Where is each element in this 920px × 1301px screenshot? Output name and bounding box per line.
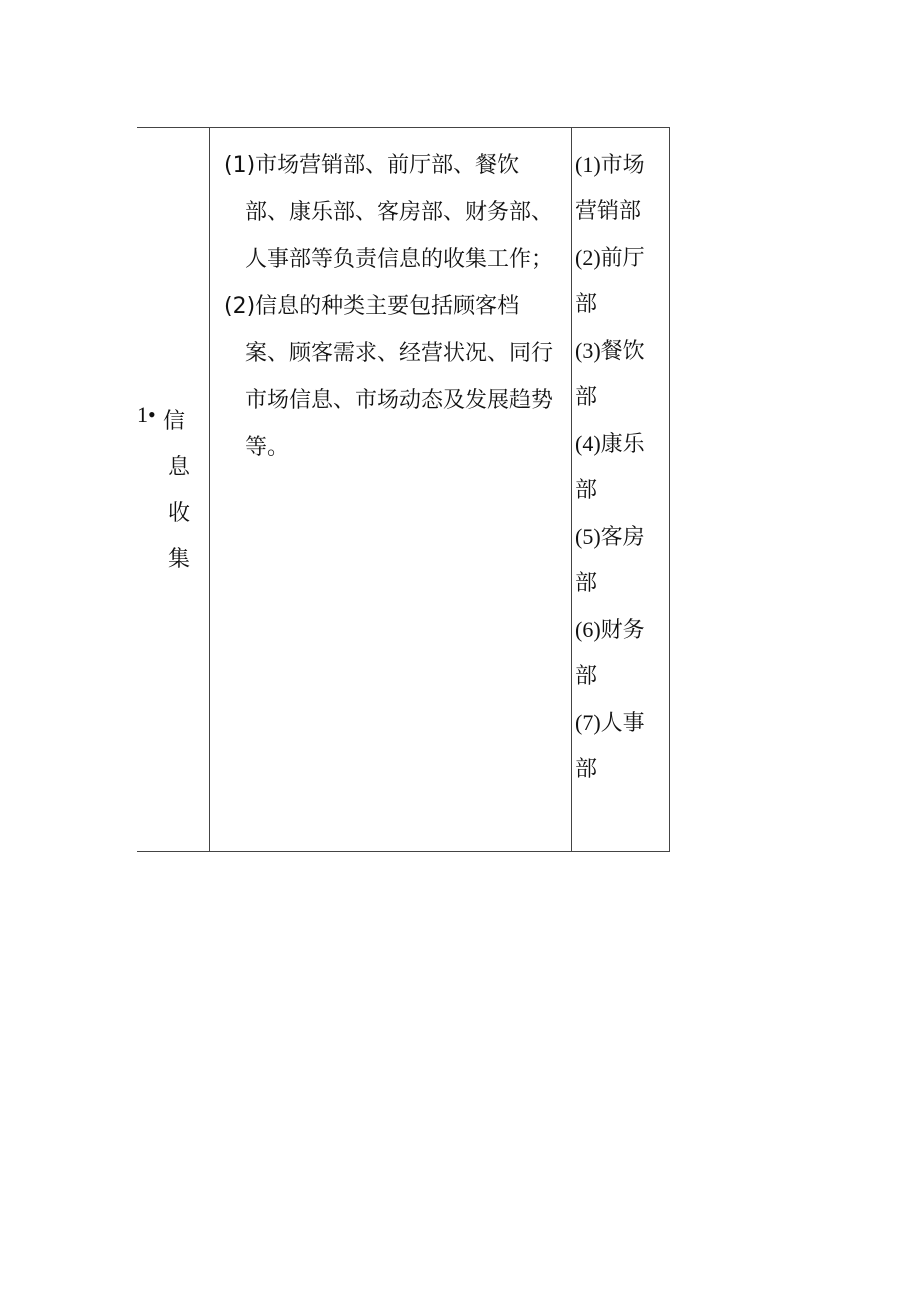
category-char: 集 — [168, 547, 191, 572]
department-item — [575, 607, 665, 700]
category-char: 信 — [163, 409, 186, 434]
department-item — [575, 421, 665, 514]
content-item: (1)市场营销部、前厅部、餐饮部、康乐部、客房部、财务部、人事部等负责信息的收集工作； — [224, 153, 554, 272]
department-name: 客房部 — [575, 525, 645, 596]
department-item — [575, 142, 665, 235]
department-name: 财务部 — [575, 618, 645, 689]
category-title — [163, 399, 193, 583]
department-name: 人事部 — [575, 711, 645, 782]
department-name: 市场营销部 — [575, 153, 645, 224]
category-cell — [137, 128, 209, 851]
department-number: (1) — [575, 152, 601, 177]
category-number: 1• — [137, 402, 156, 427]
department-number: (2) — [575, 245, 601, 270]
column-divider — [209, 128, 210, 851]
department-name: 前厅部 — [575, 246, 645, 317]
content-cell — [224, 142, 559, 471]
category-char: 收 — [168, 501, 191, 526]
content-item: (2)信息的种类主要包括顾客档案、顾客需求、经营状况、同行市场信息、市场动态及发展趋势等。 — [224, 294, 554, 460]
department-number: (7) — [575, 710, 601, 735]
department-item — [575, 700, 665, 793]
department-name: 康乐部 — [575, 432, 645, 503]
column-divider — [571, 128, 572, 851]
table-right-border — [669, 128, 670, 851]
department-item — [575, 235, 665, 328]
department-number: (5) — [575, 524, 601, 549]
department-item — [575, 328, 665, 421]
department-cell — [575, 142, 665, 793]
category-char: 息 — [168, 455, 191, 480]
department-number: (3) — [575, 338, 601, 363]
department-name: 餐饮部 — [575, 339, 645, 410]
info-table — [137, 127, 670, 852]
department-item — [575, 514, 665, 607]
department-number: (6) — [575, 617, 601, 642]
department-number: (4) — [575, 431, 601, 456]
